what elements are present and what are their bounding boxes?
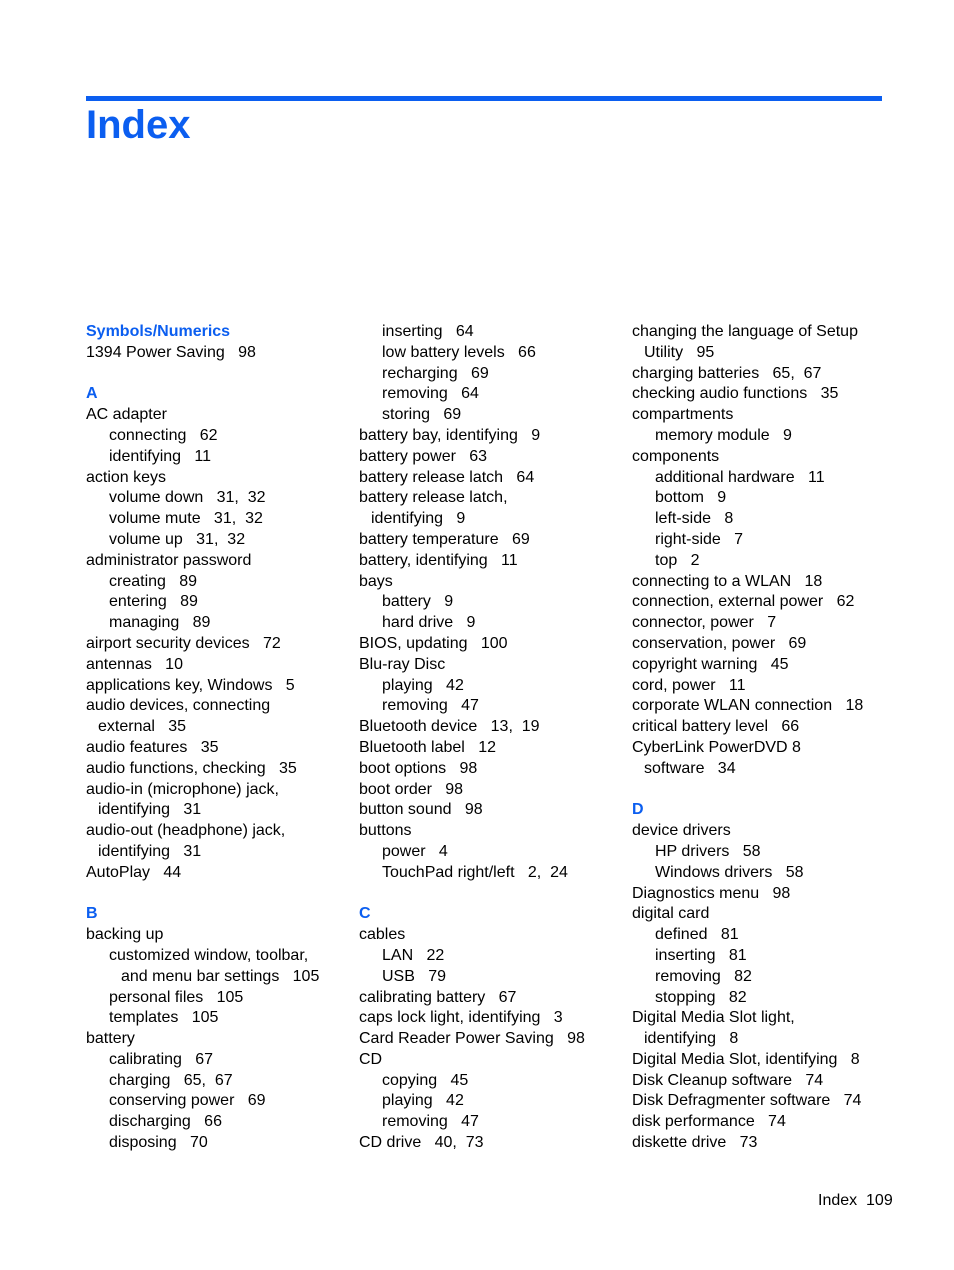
index-entry: boot order 98 <box>359 780 464 798</box>
index-entry: Digital Media Slot, identifying 8 <box>632 1050 860 1068</box>
index-column-3 <box>632 322 892 1154</box>
index-entry: Diagnostics menu 98 <box>632 884 791 902</box>
index-subentry: defined 81 <box>655 926 739 944</box>
index-entry: CD drive 40, 73 <box>359 1134 484 1152</box>
index-subentry: and menu bar settings 105 <box>121 967 320 985</box>
index-section-heading: A <box>86 385 98 403</box>
index-subentry: LAN 22 <box>382 946 445 964</box>
index-entry: Bluetooth device 13, 19 <box>359 718 540 736</box>
index-subentry: Windows drivers 58 <box>655 863 804 881</box>
index-subentry: top 2 <box>655 551 700 569</box>
index-subentry: managing 89 <box>109 614 211 632</box>
index-entry: backing up <box>86 926 164 944</box>
index-subentry: HP drivers 58 <box>655 842 761 860</box>
index-entry: cables <box>359 926 406 944</box>
index-entry: connection, external power 62 <box>632 593 855 611</box>
index-entry: antennas 10 <box>86 655 183 673</box>
title-rule <box>86 96 882 101</box>
index-entry: caps lock light, identifying 3 <box>359 1009 563 1027</box>
index-subentry: playing 42 <box>382 676 464 694</box>
index-entry: CyberLink PowerDVD 8 <box>632 738 801 756</box>
index-subentry: hard drive 9 <box>382 614 476 632</box>
index-entry: AC adapter <box>86 406 167 424</box>
footer-page-number: 109 <box>866 1192 893 1209</box>
index-entry: identifying 31 <box>98 801 202 819</box>
index-subentry: conserving power 69 <box>109 1092 266 1110</box>
index-entry: Utility 95 <box>644 343 715 361</box>
index-entry: AutoPlay 44 <box>86 863 182 881</box>
index-entry: charging batteries 65, 67 <box>632 364 822 382</box>
index-entry: device drivers <box>632 822 731 840</box>
index-subentry: volume down 31, 32 <box>109 489 266 507</box>
section-gap <box>632 780 892 801</box>
index-entry: button sound 98 <box>359 801 483 819</box>
index-subentry: creating 89 <box>109 572 198 590</box>
footer-label: Index <box>818 1192 858 1209</box>
page-title: Index <box>86 103 191 147</box>
index-section-heading: B <box>86 905 98 923</box>
index-subentry: stopping 82 <box>655 988 747 1006</box>
index-subentry: customized window, toolbar, <box>109 946 309 964</box>
index-entry: bays <box>359 572 393 590</box>
index-subentry: storing 69 <box>382 406 462 424</box>
index-section-heading: Symbols/Numerics <box>86 323 231 340</box>
index-entry: corporate WLAN connection 18 <box>632 697 864 715</box>
index-entry: BIOS, updating 100 <box>359 634 508 652</box>
index-entry: Disk Defragmenter software 74 <box>632 1092 862 1110</box>
index-subentry: volume up 31, 32 <box>109 530 246 548</box>
index-subentry: TouchPad right/left 2, 24 <box>382 863 568 881</box>
index-subentry: low battery levels 66 <box>382 343 536 361</box>
index-subentry: volume mute 31, 32 <box>109 510 263 528</box>
index-subentry: left-side 8 <box>655 510 734 528</box>
index-entry: Blu-ray Disc <box>359 655 446 673</box>
index-entry: Card Reader Power Saving 98 <box>359 1030 585 1048</box>
index-entry: digital card <box>632 905 710 923</box>
index-entry: Bluetooth label 12 <box>359 738 496 756</box>
index-entry: applications key, Windows 5 <box>86 676 295 694</box>
index-subentry: charging 65, 67 <box>109 1071 233 1089</box>
index-entry: audio-in (microphone) jack, <box>86 780 279 798</box>
index-subentry: calibrating 67 <box>109 1050 214 1068</box>
index-entry: copyright warning 45 <box>632 655 789 673</box>
index-entry: Disk Cleanup software 74 <box>632 1071 824 1089</box>
index-entry: identifying 8 <box>644 1030 739 1048</box>
index-section-heading: D <box>632 801 644 819</box>
index-entry: boot options 98 <box>359 759 478 777</box>
index-entry: software 34 <box>644 759 736 777</box>
index-entry: CD <box>359 1050 383 1068</box>
index-subentry: personal files 105 <box>109 988 244 1006</box>
index-entry: audio functions, checking 35 <box>86 759 297 777</box>
index-entry: audio-out (headphone) jack, <box>86 822 286 840</box>
index-subentry: copying 45 <box>382 1071 469 1089</box>
index-subentry: removing 47 <box>382 1113 479 1131</box>
index-entry: audio devices, connecting <box>86 697 271 715</box>
index-entry: 1394 Power Saving 98 <box>86 343 256 361</box>
index-subentry: bottom 9 <box>655 489 727 507</box>
index-subentry: inserting 81 <box>655 946 747 964</box>
index-subentry: discharging 66 <box>109 1113 222 1131</box>
index-subentry: power 4 <box>382 842 448 860</box>
section-gap <box>86 884 336 905</box>
index-subentry: removing 64 <box>382 385 479 403</box>
index-entry: battery release latch 64 <box>359 468 535 486</box>
index-subentry: identifying 11 <box>109 447 211 465</box>
index-entry: connecting to a WLAN 18 <box>632 572 823 590</box>
index-subentry: recharging 69 <box>382 364 489 382</box>
index-entry: disk performance 74 <box>632 1113 786 1131</box>
index-subentry: entering 89 <box>109 593 198 611</box>
index-subentry: battery 9 <box>382 593 454 611</box>
index-entry: battery release latch, <box>359 489 508 507</box>
index-entry: battery, identifying 11 <box>359 551 518 569</box>
index-column-1 <box>86 322 336 1154</box>
index-entry: battery <box>86 1030 135 1048</box>
index-entry: battery power 63 <box>359 447 488 465</box>
index-entry: administrator password <box>86 551 252 569</box>
index-entry: diskette drive 73 <box>632 1134 758 1152</box>
index-entry: checking audio functions 35 <box>632 385 839 403</box>
index-entry: buttons <box>359 822 412 840</box>
index-entry: identifying 31 <box>98 842 202 860</box>
index-entry: conservation, power 69 <box>632 634 807 652</box>
index-subentry: inserting 64 <box>382 323 474 340</box>
index-entry: action keys <box>86 468 167 486</box>
index-entry: calibrating battery 67 <box>359 988 517 1006</box>
index-subentry: memory module 9 <box>655 426 792 444</box>
index-entry: audio features 35 <box>86 738 219 756</box>
index-subentry: connecting 62 <box>109 426 218 444</box>
index-subentry: right-side 7 <box>655 530 744 548</box>
index-entry: cord, power 11 <box>632 676 746 694</box>
index-subentry: USB 79 <box>382 967 447 985</box>
page-footer <box>818 1192 893 1210</box>
index-section-heading: C <box>359 905 371 923</box>
index-entry: battery bay, identifying 9 <box>359 426 541 444</box>
index-entry: airport security devices 72 <box>86 634 281 652</box>
index-entry: battery temperature 69 <box>359 530 530 548</box>
section-gap <box>359 884 609 905</box>
index-entry: changing the language of Setup <box>632 323 858 340</box>
index-entry: identifying 9 <box>371 510 466 528</box>
index-entry: Digital Media Slot light, <box>632 1009 795 1027</box>
index-subentry: removing 47 <box>382 697 479 715</box>
index-entry: connector, power 7 <box>632 614 777 632</box>
index-entry: external 35 <box>98 718 187 736</box>
index-subentry: templates 105 <box>109 1009 219 1027</box>
index-subentry: disposing 70 <box>109 1134 208 1152</box>
index-entry: critical battery level 66 <box>632 718 800 736</box>
index-entry: components <box>632 447 720 465</box>
index-subentry: removing 82 <box>655 967 752 985</box>
section-gap <box>86 364 336 385</box>
index-subentry: playing 42 <box>382 1092 464 1110</box>
index-subentry: additional hardware 11 <box>655 468 825 486</box>
index-entry: compartments <box>632 406 734 424</box>
index-column-2 <box>359 322 609 1154</box>
